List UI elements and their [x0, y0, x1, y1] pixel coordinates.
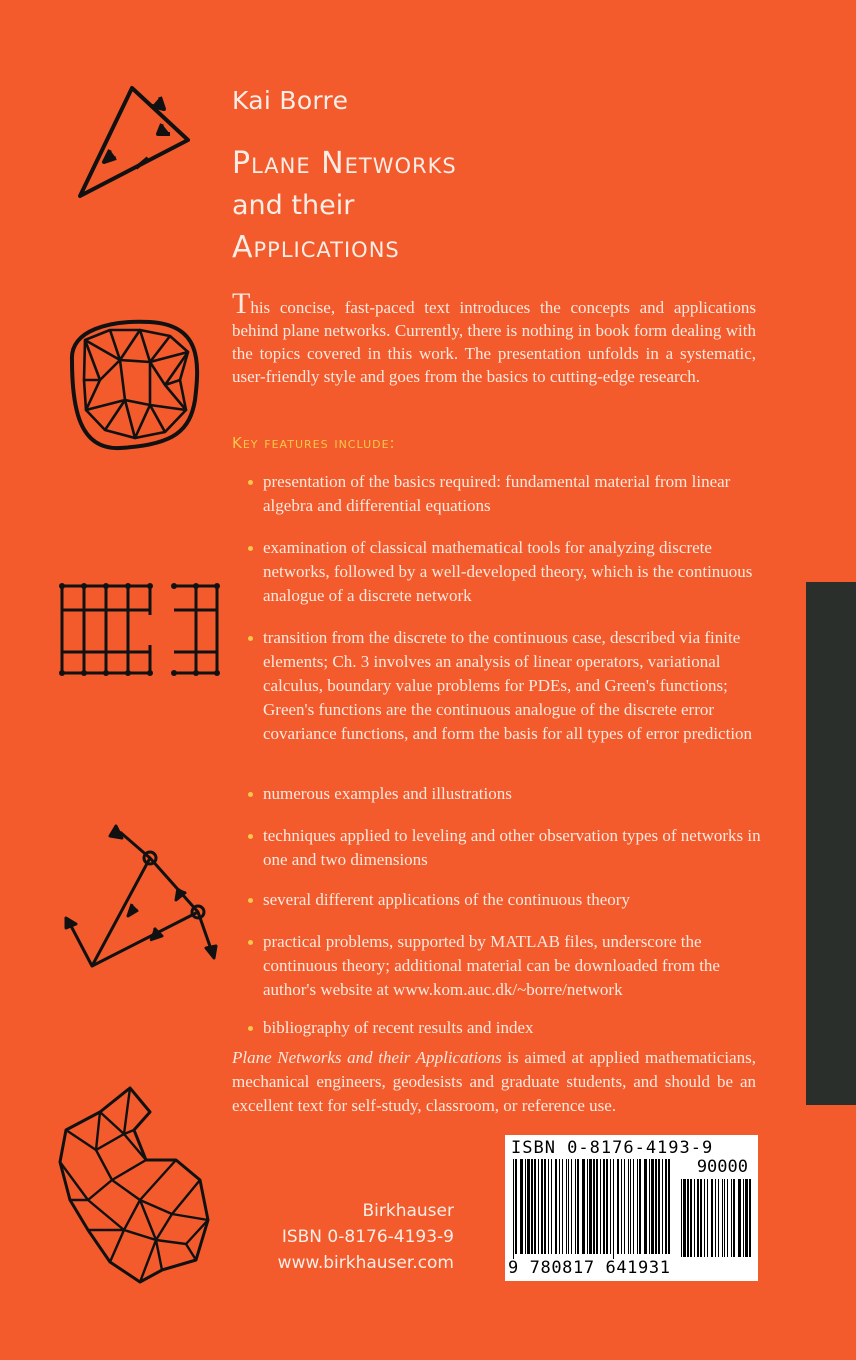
barcode-bar — [637, 1159, 638, 1254]
barcode-bar — [644, 1159, 647, 1254]
barcode-bar — [571, 1159, 572, 1254]
feature-item: techniques applied to leveling and other observation types of networks in one and two dimensions — [248, 824, 763, 872]
barcode-bar — [617, 1159, 619, 1254]
barcode-bar — [610, 1159, 611, 1254]
closing-text: is aimed at applied mathematicians, mechanical engineers, geodesists and graduate students, and should be an excellent text for self-study, classroom, or reference use. — [232, 1048, 756, 1115]
blurb-paragraph — [232, 287, 756, 388]
barcode-bar — [548, 1159, 549, 1254]
closing-paragraph — [232, 1046, 756, 1118]
key-features-heading: Key features include: — [232, 434, 396, 452]
triangulation-map-icon — [60, 1088, 208, 1282]
barcode — [505, 1135, 758, 1281]
barcode-bar — [568, 1159, 569, 1254]
drop-cap: T — [232, 287, 251, 320]
barcode-bar — [541, 1159, 543, 1254]
barcode-bar — [534, 1159, 536, 1254]
barcode-bar — [668, 1159, 670, 1254]
barcode-addon-bar — [727, 1179, 728, 1257]
barcode-addon-bar — [711, 1179, 713, 1257]
title-line-1: Plane Networks — [232, 146, 457, 181]
barcode-addon-bar — [707, 1179, 708, 1257]
network-illustrations — [0, 0, 230, 1360]
barcode-bar — [633, 1159, 634, 1254]
barcode-addon-bar — [738, 1179, 741, 1257]
barcode-bar — [562, 1159, 563, 1254]
publisher-imprint — [278, 1198, 454, 1276]
mesh-blob-icon — [72, 322, 197, 448]
barcode-addon-bar — [722, 1179, 723, 1257]
barcode-bar — [559, 1159, 560, 1254]
barcode-bar — [630, 1159, 631, 1254]
barcode-bar — [527, 1159, 530, 1254]
barcode-bar — [621, 1159, 622, 1254]
triangle-network-icon — [80, 88, 188, 196]
title-line-3: Applications — [232, 230, 400, 265]
barcode-bar — [651, 1159, 654, 1254]
blurb-text: his concise, fast-paced text introduces the concepts and applications behind plane networks. Currently, there is nothing in book form dealing with the topics covered in this work. The presentation unfolds in a systematic, user-friendly style and goes from the basics to cutting-edge research. — [232, 298, 756, 386]
barcode-bar — [593, 1159, 595, 1254]
barcode-addon-bar — [724, 1179, 725, 1257]
barcode-addon-bar — [694, 1179, 695, 1257]
barcode-bar — [655, 1159, 657, 1254]
barcode-addon-bar — [731, 1179, 732, 1257]
barcode-bar — [520, 1159, 523, 1254]
feature-item: transition from the discrete to the continuous case, described via finite elements; Ch. 3 involves an analysis of linear operators, variational calculus, boundary value problems for PDEs, and Green's functions; Green's functions are the continuous analogue of the discrete error covariance functions, and form the basis for all types of error prediction — [248, 626, 763, 746]
barcode-bar — [577, 1159, 579, 1254]
barcode-addon-bar — [718, 1179, 719, 1257]
barcode-bar — [566, 1159, 567, 1254]
feature-item: presentation of the basics required: fundamental material from linear algebra and differential equations — [248, 470, 763, 518]
barcode-bar — [628, 1159, 629, 1254]
barcode-addon-bar — [681, 1179, 682, 1257]
feature-item: examination of classical mathematical tools for analyzing discrete networks, followed by a well-developed theory, which is the continuous analogue of a discrete network — [248, 536, 763, 608]
feature-item: bibliography of recent results and index — [248, 1016, 763, 1040]
vector-network-icon — [66, 826, 216, 966]
barcode-bar — [551, 1159, 552, 1254]
barcode-addon-bar — [683, 1179, 686, 1257]
barcode-addon-bar — [690, 1179, 692, 1257]
barcode-addon-bar — [697, 1179, 699, 1257]
grid-network-icon — [59, 583, 220, 676]
barcode-bar — [531, 1159, 533, 1254]
barcode-bar — [596, 1159, 598, 1254]
barcode-addon-bar — [704, 1179, 705, 1257]
barcode-bar — [600, 1159, 601, 1254]
barcode-bar — [575, 1159, 576, 1254]
barcode-bar — [658, 1159, 660, 1254]
barcode-addon-bar — [745, 1179, 748, 1257]
barcode-addon-bar — [743, 1179, 744, 1257]
barcode-ean-number: 9 780817 641931 — [508, 1258, 671, 1278]
barcode-bar — [513, 1159, 514, 1259]
publisher-name: Birkhauser — [362, 1201, 454, 1221]
publisher-website: www.birkhauser.com — [277, 1253, 454, 1273]
barcode-addon-number: 90000 — [696, 1157, 748, 1177]
barcode-bar — [606, 1159, 608, 1254]
barcode-bar — [589, 1159, 592, 1254]
barcode-bar — [613, 1159, 614, 1259]
barcode-bar — [587, 1159, 588, 1254]
barcode-bar — [538, 1159, 539, 1254]
feature-item: numerous examples and illustrations — [248, 782, 763, 806]
barcode-addon-bar — [700, 1179, 702, 1257]
barcode-addon-bar — [715, 1179, 716, 1257]
barcode-bar — [649, 1159, 650, 1254]
barcode-bar — [624, 1159, 625, 1254]
barcode-isbn-label: ISBN 0-8176-4193-9 — [511, 1138, 714, 1158]
book-title — [232, 142, 457, 270]
barcode-addon-bar — [733, 1179, 735, 1257]
author-name: Kai Borre — [232, 86, 349, 115]
barcode-bar — [525, 1159, 526, 1254]
barcode-bar — [662, 1159, 663, 1254]
barcode-bar — [544, 1159, 546, 1254]
barcode-bar — [555, 1159, 557, 1254]
barcode-bar — [582, 1159, 585, 1254]
barcode-addon-bar — [749, 1179, 751, 1257]
feature-item: several different applications of the continuous theory — [248, 888, 763, 912]
barcode-bar — [665, 1159, 667, 1254]
imprint-isbn: ISBN 0-8176-4193-9 — [281, 1227, 454, 1247]
title-line-2: and their — [232, 190, 355, 221]
feature-item: practical problems, supported by MATLAB files, underscore the continuous theory; additional material can be downloaded from the author's website at www.kom.auc.dk/~borre/network — [248, 930, 763, 1002]
closing-title: Plane Networks and their Applications — [232, 1048, 502, 1067]
barcode-bar — [515, 1159, 517, 1254]
barcode-addon-bar — [687, 1179, 689, 1257]
spine-band — [806, 582, 856, 1105]
barcode-bar — [639, 1159, 641, 1254]
barcode-bar — [603, 1159, 605, 1254]
